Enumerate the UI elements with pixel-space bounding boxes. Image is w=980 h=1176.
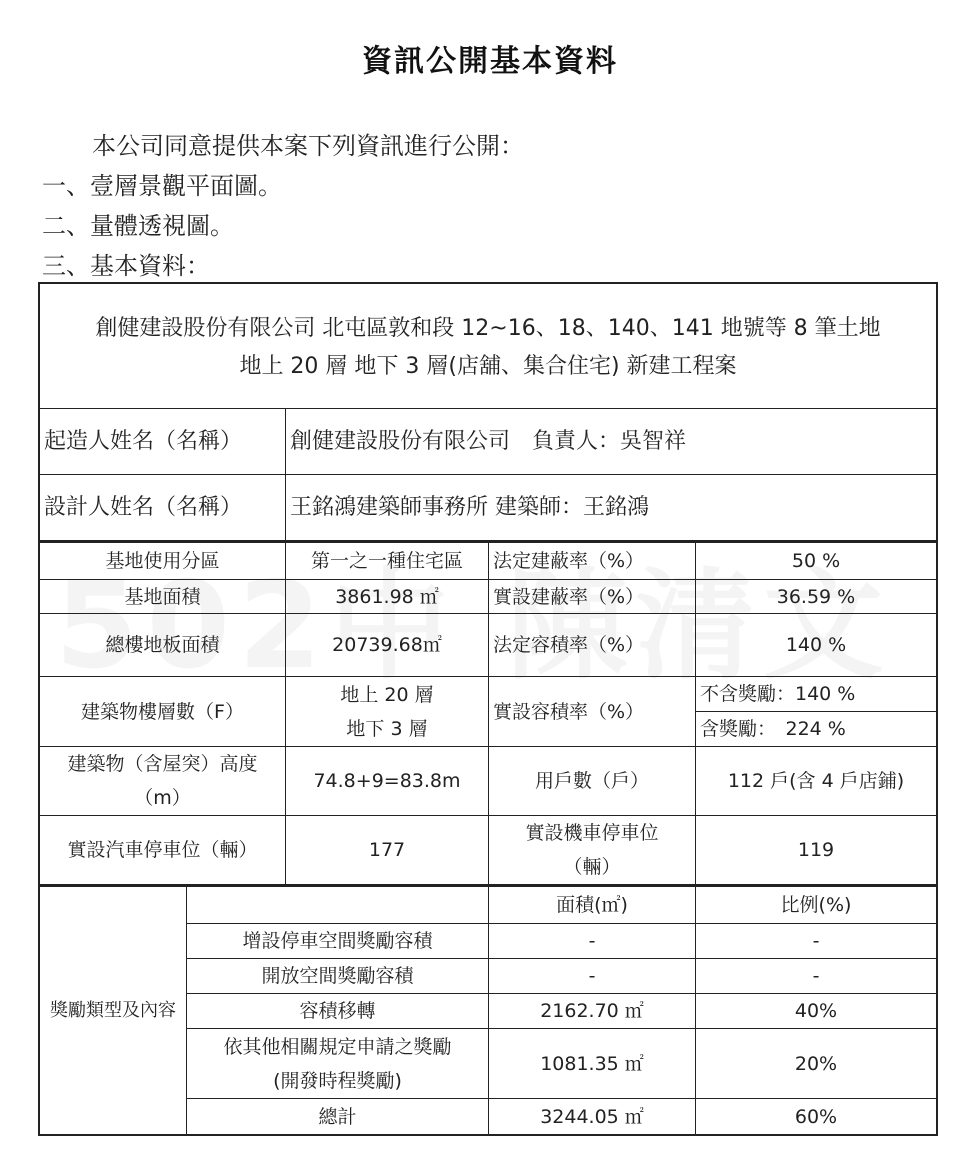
floor-area-label: 總樓地板面積 (105, 634, 220, 656)
bonus-total-label: 總計 (318, 1105, 357, 1128)
households-label: 用戶數（戶） (534, 770, 649, 792)
bonus-item-name-line1: 依其他相關規定申請之獎勵 (223, 1035, 452, 1058)
bonus-total-area: 3244.05 ㎡ (540, 1105, 644, 1128)
scooter-parking-value: 119 (797, 839, 835, 861)
site-area-value: 3861.98 ㎡ (335, 585, 439, 608)
bonus-item-name (187, 1029, 488, 1098)
legal-coverage-value: 50 % (791, 550, 841, 572)
bonus-item-ratio: - (812, 930, 820, 952)
bonus-item-area: - (588, 965, 596, 987)
item-perspective: 二、量體透視圖。 (42, 212, 234, 240)
bonus-item-ratio: 40% (794, 1000, 838, 1022)
legal-far-label: 法定容積率（%） (493, 634, 645, 656)
bonus-group-label: 獎勵類型及內容 (50, 1000, 176, 1021)
height-label (40, 747, 285, 815)
site-area-label: 基地面積 (124, 585, 201, 608)
bonus-total-ratio: 60% (794, 1105, 838, 1128)
floors-value (286, 677, 488, 746)
actual-coverage-label: 實設建蔽率（%） (493, 585, 645, 608)
far-without-bonus: 不含獎勵：140 % (700, 683, 856, 705)
scooter-parking-label-line2: （輛） (563, 856, 621, 878)
bonus-item-ratio: - (812, 965, 820, 987)
car-parking-value: 177 (368, 839, 406, 861)
designer-value: 王銘鴻建築師事務所 建築師：王銘鴻 (290, 494, 649, 520)
page-title: 資訊公開基本資料 (362, 44, 618, 79)
item-landscape-plan: 一、壹層景觀平面圖。 (42, 172, 282, 200)
builder-label: 起造人姓名（名稱） (44, 428, 243, 454)
bonus-item-name: 增設停車空間獎勵容積 (242, 930, 433, 952)
far-with-bonus: 含獎勵： 224 % (700, 718, 846, 740)
designer-label: 設計人姓名（名稱） (44, 494, 243, 520)
floor-area-value: 20739.68㎡ (332, 634, 442, 656)
height-label-line1: 建築物（含屋突）高度 (67, 753, 258, 775)
project-title-line1: 創健建設股份有限公司 北屯區敦和段 12~16、18、140、141 地號等 8 筆土地 (95, 316, 881, 341)
zoning-value: 第一之一種住宅區 (310, 550, 463, 572)
builder-value: 創健建設股份有限公司 負責人：吳智祥 (290, 428, 687, 454)
floors-label: 建築物樓層數（F） (81, 700, 244, 723)
bonus-item-area: 2162.70 ㎡ (540, 1000, 644, 1022)
height-value: 74.8+9=83.8m (313, 770, 461, 792)
actual-coverage-value: 36.59 % (776, 585, 856, 608)
project-title-line2: 地上 20 層 地下 3 層(店舖、集合住宅) 新建工程案 (239, 354, 737, 379)
bonus-header-area: 面積(㎡) (556, 894, 628, 916)
height-label-line2: （m） (134, 787, 191, 809)
scooter-parking-label (489, 816, 695, 884)
legal-far-value: 140 % (785, 634, 847, 656)
bonus-item-name: 開放空間獎勵容積 (261, 965, 414, 987)
scooter-parking-label-line1: 實設機車停車位 (525, 822, 659, 844)
bonus-item-area: - (588, 930, 596, 952)
bonus-item-ratio: 20% (794, 1052, 838, 1075)
consent-statement: 本公司同意提供本案下列資訊進行公開： (92, 132, 524, 160)
bonus-header-ratio: 比例(%) (780, 894, 852, 916)
floors-above: 地上 20 層 (340, 683, 434, 706)
legal-coverage-label: 法定建蔽率（%） (493, 550, 645, 572)
bonus-item-area: 1081.35 ㎡ (540, 1052, 644, 1075)
car-parking-label: 實設汽車停車位（輛） (67, 839, 258, 861)
bonus-item-name: 容積移轉 (299, 1000, 376, 1022)
project-title (40, 300, 936, 396)
households-value: 112 戶(含 4 戶店鋪) (727, 770, 905, 792)
item-basic-info: 三、基本資料： (42, 252, 210, 280)
floors-below: 地下 3 層 (346, 717, 428, 740)
actual-far-label: 實設容積率（%） (493, 700, 645, 723)
bonus-item-name-line2: (開發時程獎勵) (273, 1069, 402, 1092)
zoning-label: 基地使用分區 (105, 550, 220, 572)
